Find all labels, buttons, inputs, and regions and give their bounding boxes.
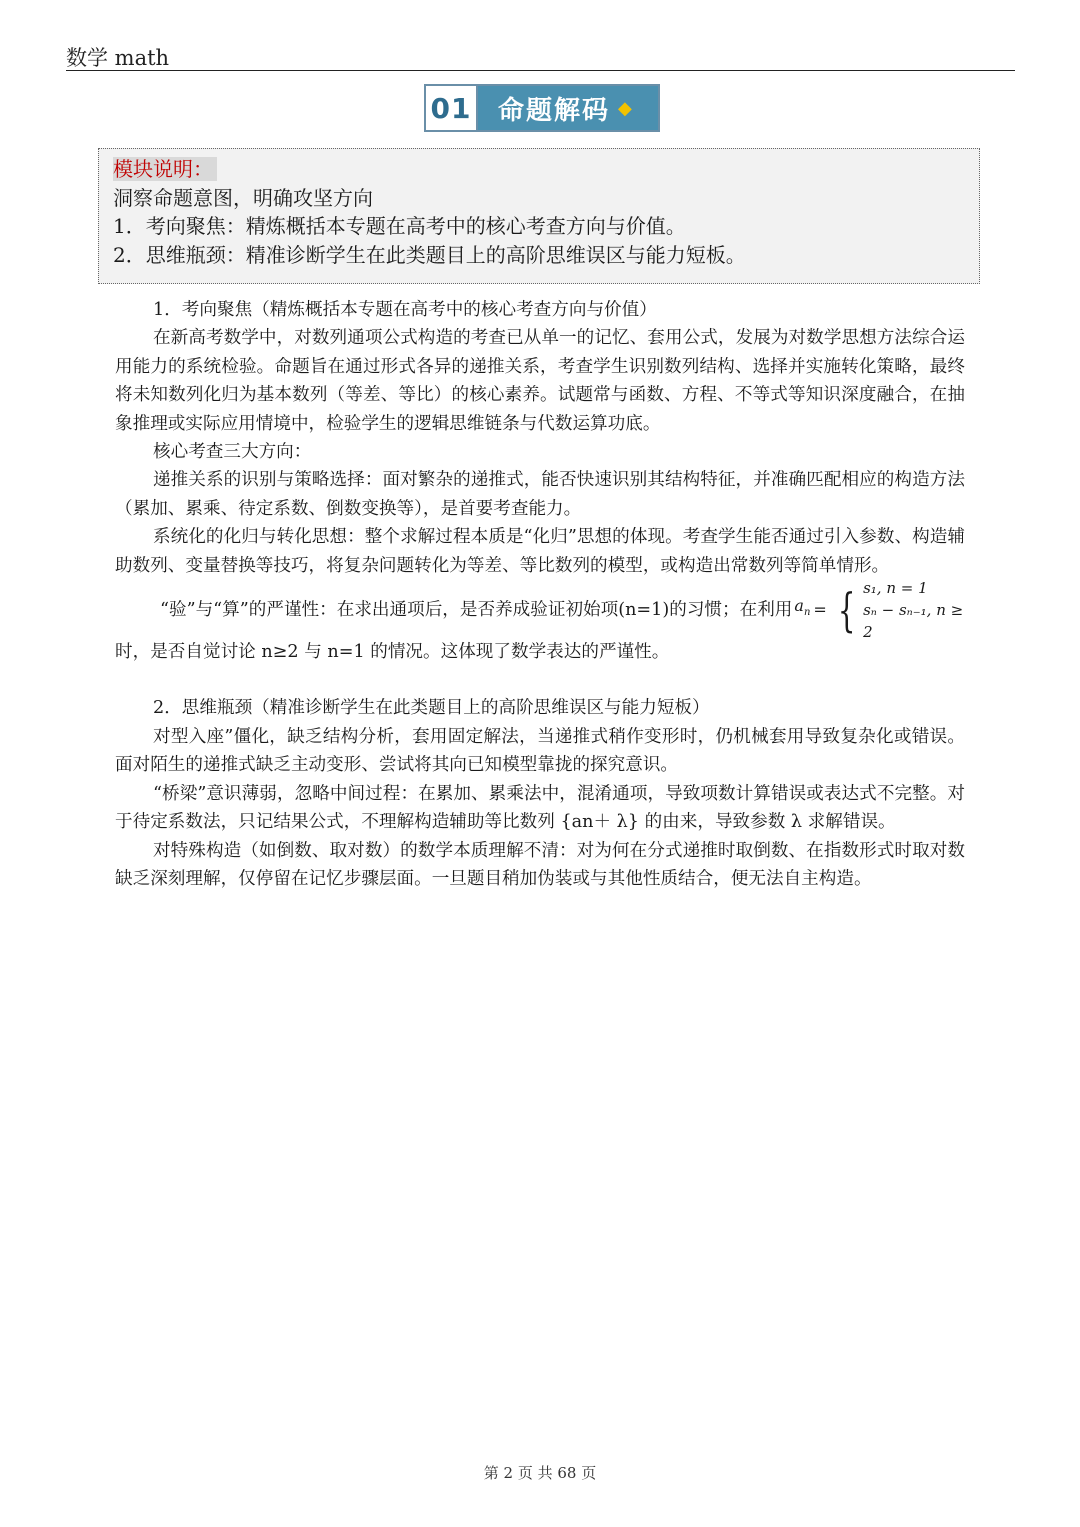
module-line: 2．思维瓶颈：精准诊断学生在此类题目上的高阶思维误区与能力短板。 [113, 242, 746, 267]
direction-3-line [115, 579, 965, 642]
diamond-icon: ◆ [618, 97, 634, 119]
banner-title: 命题解码 [498, 95, 611, 126]
direction-1: 递推关系的识别与策略选择：面对繁杂的递推式，能否快速识别其结构特征，并准确匹配相应的构造方法（累加、累乘、待定系数、倒数变换等），是首要考查能力。 [115, 470, 965, 519]
direction-2: 系统化的化归与转化思想：整个求解过程本质是“化归”思想的体现。考查学生能否通过引入参数、构造辅助数列、变量替换等技巧，将复杂问题转化为等差、等比数列的模型，或构造出常数列等简单情形。 [115, 527, 965, 576]
page-number: 第 2 页 共 68 页 [483, 1464, 597, 1482]
formula-case-2: sₙ − sₙ₋₁, n ≥ 2 [863, 601, 964, 642]
module-label: 模块说明： [113, 157, 217, 181]
section1-intro: 在新高考数学中，对数列通项公式构造的考查已从单一的记忆、套用公式，发展为对数学思想方法综合运用能力的系统检验。命题旨在通过形式各异的递推关系，考查学生识别数列结构、选择并实施转化策略，最终将未知数列化归为基本数列（等差、等比）的核心素养。试题常与函数、方程、不等式等知识深度融合，在抽象推理或实际应用情境中，检验学生的逻辑思维链条与代数运算功底。 [115, 328, 965, 434]
section1-heading: 1．考向聚焦（精炼概括本专题在高考中的核心考查方向与价值） [153, 300, 657, 320]
bottleneck-1: 对型入座”僵化，缺乏结构分析，套用固定解法，当递推式稍作变形时，仍机械套用导致复杂化或错误。面对陌生的递推式缺乏主动变形、尝试将其向已知模型靠拢的探究意识。 [115, 726, 965, 776]
banner-number: 01 [426, 86, 478, 130]
module-description-box [98, 148, 980, 284]
formula-case-1: s₁, n = 1 [863, 579, 928, 598]
brace-icon: { [837, 583, 856, 638]
section2-heading: 2．思维瓶颈（精准诊断学生在此类题目上的高阶思维误区与能力短板） [153, 698, 710, 719]
formula-lhs: $a_n$ [794, 596, 811, 619]
bottleneck-2: “桥梁”意识薄弱，忽略中间过程：在累加、累乘法中，混淆通项，导致项数计算错误或表达式不完整。对于待定系数法，只记结果公式，不理解构造辅助等比数列 {an＋ λ} 的由来，导致参数 λ 求解错误。 [115, 783, 965, 833]
section-banner [424, 84, 660, 132]
header-divider [66, 70, 1015, 71]
module-line: 1．考向聚焦：精炼概括本专题在高考中的核心考查方向与价值。 [113, 214, 686, 238]
main-content [115, 296, 965, 893]
piecewise-formula: $a_n$ = { s₁, n = 1 sₙ − sₙ₋₁, n ≥ 2 [794, 579, 964, 642]
module-line: 洞察命题意图，明确攻坚方向 [113, 185, 373, 210]
core-directions-title: 核心考查三大方向： [153, 442, 312, 463]
banner-title-area [478, 86, 658, 130]
bottleneck-3: 对特殊构造（如倒数、取对数）的数学本质理解不清：对为何在分式递推时取倒数、在指数形式时取对数缺乏深刻理解，仅停留在记忆步骤层面。一旦题目稍加伪装或与其他性质结合，便无法自主构造。 [115, 840, 965, 889]
direction-3-text: “验”与“算”的严谨性：在求出通项后，是否养成验证初始项(n=1)的习惯；在利用 [160, 599, 793, 620]
header-title: 数学 math [66, 46, 170, 70]
direction-3-continued: 时，是否自觉讨论 n≥2 与 n=1 的情况。这体现了数学表达的严谨性。 [115, 642, 670, 663]
